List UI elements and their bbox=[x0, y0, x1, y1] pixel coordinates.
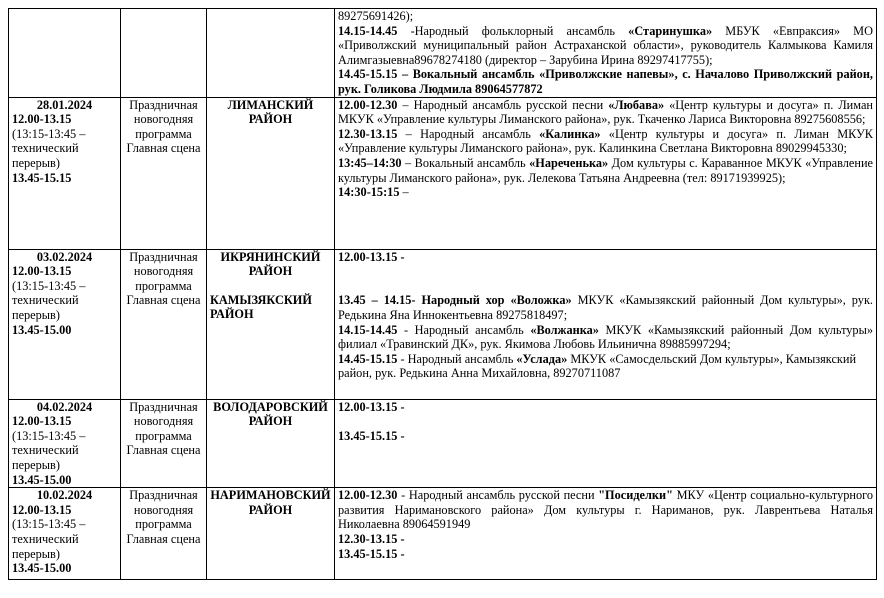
break-label: технический перерыв) bbox=[12, 443, 79, 472]
performer-entry: 14.45-15.15 - Народный ансамбль «Услада» МКУК «Самосдельский Дом культуры», Камызякский район, рук. Редькина Анна Михайловна, 89270711087 bbox=[338, 351, 857, 381]
time-slot: 12.00-13.15 bbox=[12, 112, 72, 127]
time-slot: 13.45-15.00 bbox=[12, 561, 72, 576]
district-name: ИКРЯНИНСКИЙ РАЙОН bbox=[220, 249, 321, 279]
date-cell bbox=[9, 97, 121, 249]
phone-text: 89275691426); bbox=[338, 9, 414, 23]
district-cell bbox=[207, 399, 335, 488]
table-row bbox=[9, 249, 877, 399]
break-label: технический перерыв) bbox=[12, 531, 79, 561]
performer-entry: 13:45–14:30 – Вокальный ансамбль «Нареченька» Дом культуры с. Караванное МКУК «Управление культуры Лиманского района», рук. Лелекова Татьяна Андреевна (тел: 89171939925); bbox=[338, 155, 873, 185]
district-name: КАМЫЗЯКСКИЙ РАЙОН bbox=[210, 292, 312, 322]
schedule-table bbox=[8, 8, 877, 580]
program-cell: Праздничная новогодняя программа Главная сцена bbox=[121, 97, 207, 249]
table-row bbox=[9, 399, 877, 488]
district-name: НАРИМАНОВСКИЙ РАЙОН bbox=[210, 488, 331, 517]
performer-entry: 12.00-13.15 - bbox=[338, 249, 405, 264]
table-row bbox=[9, 488, 877, 580]
district-cell bbox=[207, 488, 335, 580]
performers-cell bbox=[335, 97, 877, 249]
program-cell: Праздничная новогодняя программа Главная сцена bbox=[121, 488, 207, 580]
date-cell bbox=[9, 9, 121, 98]
time-slot: 13.45-15.15 - bbox=[338, 428, 405, 443]
performers-cell bbox=[335, 488, 877, 580]
performer-entry: 14.45-15.15 – Вокальный ансамбль «Приволжские напевы», с. Началово Приволжский район, рук. Голикова Людмила 89064577872 bbox=[338, 67, 873, 96]
performer-entry: 14.15-14.45 - Народный ансамбль «Волжанка» МКУК «Камызякский районный Дом культуры» филиал «Травинский ДК», рук. Якимова Любовь Ильинична 89885997294; bbox=[338, 322, 873, 352]
district-name: ВОЛОДАРОВСКИЙ РАЙОН bbox=[213, 399, 328, 429]
break-time: (13:15-13:45 – bbox=[12, 278, 86, 293]
performer-entry: 14:30-15:15 – bbox=[338, 185, 409, 200]
performer-entry: 12.00-12.30 - Народный ансамбль русской песни "Посиделки" МКУ «Центр социально-культурного развития Наримановского района» Дом культуры г. Нариманов, рук. Лаврентьева Наталья Николаевна 89064591949 bbox=[338, 488, 873, 532]
time-slot: 12.00-13.15 bbox=[12, 414, 72, 429]
program-cell: Праздничная новогодняя программа Главная сцена bbox=[121, 399, 207, 488]
date-text: 03.02.2024 bbox=[36, 249, 93, 264]
break-label: технический перерыв) bbox=[12, 141, 79, 170]
date-cell bbox=[9, 249, 121, 399]
table-row bbox=[9, 9, 877, 98]
break-time: (13:15-13:45 – bbox=[12, 428, 86, 443]
program-cell bbox=[121, 9, 207, 98]
date-cell bbox=[9, 399, 121, 488]
break-label: технический перерыв) bbox=[12, 293, 79, 322]
date-text: 28.01.2024 bbox=[36, 97, 93, 112]
date-text: 04.02.2024 bbox=[36, 399, 93, 414]
time-slot: 12.00-13.15 bbox=[12, 264, 72, 279]
break-time: (13:15-13:45 – bbox=[12, 126, 86, 141]
performer-entry: 12.30-13.15 – Народный ансамбль «Калинка» «Центр культуры и досуга» п. Лиман МКУК «Управление культуры Лиманского района», рук. Калинкина Светлана Викторовна 89029945330; bbox=[338, 126, 873, 156]
table-row bbox=[9, 97, 877, 249]
district-cell bbox=[207, 249, 335, 399]
time-slot: 13.45-15.15 - bbox=[338, 546, 405, 561]
performers-cell bbox=[335, 399, 877, 488]
break-time: (13:15-13:45 – bbox=[12, 517, 86, 532]
time-slot: 12.00-13.15 - bbox=[338, 399, 405, 414]
time-slot: 13.45-15.00 bbox=[12, 322, 72, 337]
time-slot: 12.00-13.15 bbox=[12, 502, 72, 517]
date-text: 10.02.2024 bbox=[36, 488, 93, 503]
performer-entry: 13.45 – 14.15- Народный хор «Воложка» МКУК «Камызякский районный Дом культуры», рук. Редькина Яна Иннокентьевна 89275818497; bbox=[338, 293, 873, 322]
performer-entry: 12.00-12.30 – Народный ансамбль русской песни «Любава» «Центр культуры и досуга» п. Лиман МКУК «Управление культуры Лиманского района», рук. Ткаченко Лариса Викторовна 89275608556; bbox=[338, 97, 873, 127]
district-cell bbox=[207, 9, 335, 98]
district-name: ЛИМАНСКИЙ РАЙОН bbox=[227, 97, 314, 127]
program-cell: Праздничная новогодняя программа Главная сцена bbox=[121, 249, 207, 399]
performers-cell bbox=[335, 249, 877, 399]
time-slot: 13.45-15.15 bbox=[12, 170, 72, 185]
performer-entry: 14.15-14.45 -Народный фольклорный ансамбль «Старинушка» МБУК «Евпраксия» МО «Приволжский муниципальный район Астраханской области», руководитель Калмыкова Камиля Алимгазыевна89678274180 (директор – Зарубина Ирина 89297417755); bbox=[338, 23, 873, 67]
date-cell bbox=[9, 488, 121, 580]
time-slot: 13.45-15.00 bbox=[12, 472, 72, 487]
time-slot: 12.30-13.15 - bbox=[338, 531, 405, 546]
performers-cell bbox=[335, 9, 877, 98]
district-cell bbox=[207, 97, 335, 249]
